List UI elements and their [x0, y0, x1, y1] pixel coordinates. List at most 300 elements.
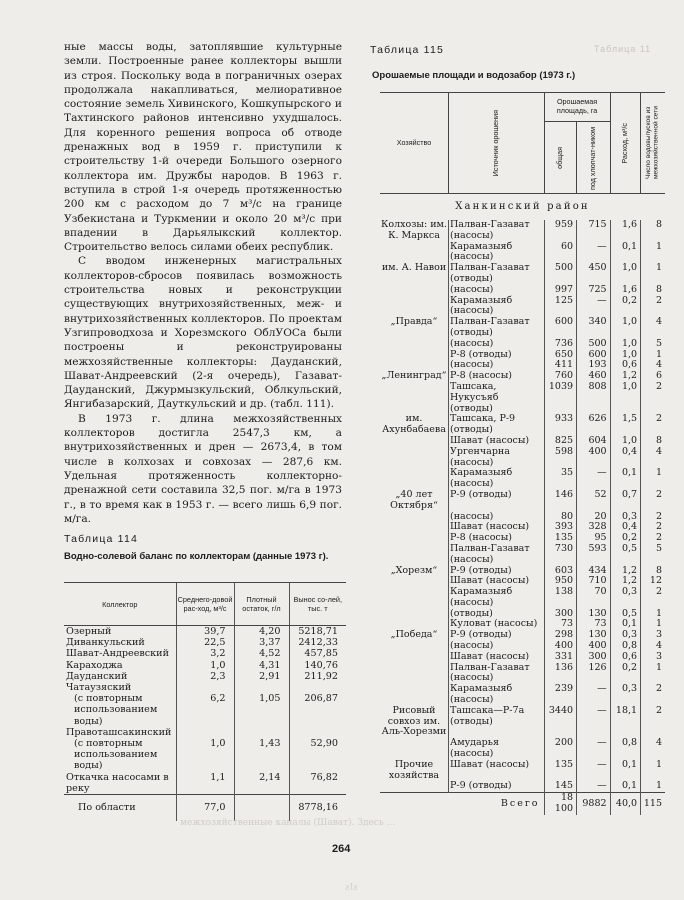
total-value: 9882 [577, 793, 611, 816]
irrigation-source: Палван-Газават (насосы) [449, 663, 545, 685]
irrigation-source: Шават (насосы) [449, 436, 545, 447]
cell-value: 997 [544, 285, 577, 296]
cell-value: 2 [641, 706, 665, 738]
cell-value: 598 [544, 447, 577, 469]
cell-value: — [577, 781, 611, 792]
irrigation-source: Куловат (насосы) [449, 619, 545, 630]
farm-name [380, 641, 449, 652]
farm-name [380, 544, 449, 566]
table-row [380, 468, 665, 490]
table-row [380, 447, 665, 469]
irrigation-source: (насосы) [449, 285, 545, 296]
cell-value: 4 [641, 641, 665, 652]
cell-value: 1 [641, 263, 665, 285]
cell-value: 1 [641, 609, 665, 620]
cell-value: 393 [544, 522, 577, 533]
cell-value: 1,0 [610, 317, 640, 339]
cell-value: 136 [544, 663, 577, 685]
cell-value: 4 [641, 738, 665, 760]
total-label: Всего [449, 793, 545, 816]
cell-value: 0,2 [610, 663, 640, 685]
cell-value: 130 [577, 609, 611, 620]
cell-value: 211,92 [289, 671, 346, 682]
cell-value: 328 [577, 522, 611, 533]
cell-value: — [577, 760, 611, 782]
cell-value: 331 [544, 652, 577, 663]
col-header-farm: Хозяйство [380, 93, 449, 194]
farm-name [380, 533, 449, 544]
cell-value: 73 [577, 619, 611, 630]
cell-value: 130 [577, 630, 611, 641]
cell-value: 8 [641, 220, 665, 242]
cell-value: 2412,33 [289, 637, 346, 648]
cell-value: 138 [544, 587, 577, 609]
row-label: (с повторным использованием воды) [74, 693, 158, 727]
cell-value: 457,85 [289, 648, 346, 659]
farm-name [380, 350, 449, 361]
farm-name [380, 339, 449, 350]
bleed-through-text: Таблица 11 [594, 44, 652, 54]
cell-value: 2 [641, 512, 665, 523]
cell-value: 2 [641, 414, 665, 436]
cell-value: 35 [544, 468, 577, 490]
cell-value: 0,1 [610, 781, 640, 792]
irrigation-source: (насосы) [449, 360, 545, 371]
irrigation-source: (насосы) [449, 641, 545, 652]
total-value: 40,0 [610, 793, 640, 816]
cell-value: 0,1 [610, 242, 640, 264]
row-label: Откачка насосами в реку [66, 771, 169, 794]
cell-value: 140,76 [289, 660, 346, 671]
cell-value: 500 [544, 263, 577, 285]
irrigation-source: Карамазыяб (насосы) [449, 684, 545, 706]
irrigation-source: Р-9 (отводы) [449, 566, 545, 577]
cell-value: 1,2 [610, 371, 640, 382]
cell-value: 825 [544, 436, 577, 447]
irrigation-source: Амударья (насосы) [449, 738, 545, 760]
cell-value: 0,3 [610, 512, 640, 523]
cell-value: 3,2 [176, 648, 234, 659]
cell-value: 725 [577, 285, 611, 296]
cell-value: 0,1 [610, 760, 640, 782]
row-label: Чатаузяский [66, 682, 132, 694]
table-row [380, 587, 665, 609]
irrigation-source: Палван-Газават (отводы) [449, 317, 545, 339]
cell-value: 3 [641, 652, 665, 663]
cell-value: 146 [544, 490, 577, 512]
cell-value: 3 [641, 630, 665, 641]
cell-value: 1,0 [176, 660, 234, 671]
cell-value: 4,31 [234, 660, 289, 671]
cell-value: 80 [544, 512, 577, 523]
table-115-title: Орошаемые площади и водозабор (1973 г.) [372, 70, 576, 81]
cell-value: 1,0 [610, 350, 640, 361]
cell-value: 710 [577, 576, 611, 587]
cell-value: 0,5 [610, 609, 640, 620]
table-115 [380, 92, 665, 815]
page-number: 264 [332, 843, 351, 855]
table-row [380, 382, 665, 414]
irrigation-source: Ташсака, Нукусъяб (отводы) [449, 382, 545, 414]
table-row [380, 490, 665, 512]
cell-value: 22,5 [176, 637, 234, 648]
table-114 [64, 582, 346, 821]
cell-value: 460 [577, 371, 611, 382]
cell-value: 2 [641, 490, 665, 512]
cell-value: 126 [577, 663, 611, 685]
irrigation-source: Ташсака, Р-9 (отводы) [449, 414, 545, 436]
cell-value: 95 [577, 533, 611, 544]
cell-value: 626 [577, 414, 611, 436]
cell-value: — [577, 242, 611, 264]
cell-value: 76,82 [289, 772, 346, 795]
bleed-through-page-number: ƨƖƨ [345, 883, 358, 893]
cell-value: 3440 [544, 706, 577, 738]
farm-name: им. Ахунбабаева [382, 413, 446, 436]
cell-value: 18,1 [610, 706, 640, 738]
cell-value: 52 [577, 490, 611, 512]
irrigation-source: Ташсака—Р-7а (отводы) [449, 706, 545, 738]
table-row [380, 738, 665, 760]
cell-value: 1,5 [610, 414, 640, 436]
table-row [380, 296, 665, 318]
cell-value: 0,7 [610, 490, 640, 512]
cell-value: 0,8 [610, 738, 640, 760]
farm-name: „Ленинград“ [381, 370, 447, 382]
cell-value: 434 [577, 566, 611, 577]
cell-value: 1 [641, 760, 665, 782]
farm-name [380, 652, 449, 663]
cell-value: 145 [544, 781, 577, 792]
farm-name [380, 382, 449, 414]
cell-value: 2 [641, 587, 665, 609]
cell-value: 8 [641, 566, 665, 577]
irrigation-source: Палван-Газават (насосы) [449, 544, 545, 566]
cell-value: 1 [641, 663, 665, 685]
total-value: 77,0 [176, 795, 234, 822]
cell-value: 0,2 [610, 533, 640, 544]
cell-value: 200 [544, 738, 577, 760]
table-row [64, 682, 346, 693]
cell-value: 73 [544, 619, 577, 630]
cell-value: 0,3 [610, 587, 640, 609]
cell-value: 1,43 [234, 738, 289, 772]
irrigation-source: Р-8 (насосы) [449, 371, 545, 382]
table-row [64, 727, 346, 738]
cell-value: 4 [641, 447, 665, 469]
cell-value [234, 727, 289, 738]
farm-name [380, 609, 449, 620]
farm-name [380, 512, 449, 523]
cell-value: 736 [544, 339, 577, 350]
total-value: 18 100 [544, 793, 577, 816]
cell-value: 715 [577, 220, 611, 242]
col-header-collector: Коллектор [64, 583, 176, 626]
cell-value: 593 [577, 544, 611, 566]
table-row [380, 414, 665, 436]
cell-value [234, 682, 289, 693]
cell-value [289, 727, 346, 738]
col-header-area: Орошаемая площадь, га [544, 93, 610, 122]
table-row [380, 706, 665, 738]
cell-value: 1 [641, 350, 665, 361]
paragraph: С вводом инженерных магистральных коллекторов-сбросов появилась возможность строительства новых и реконструкции существующих внутрихозяйственных, меж- и внутрихозяйственных коллекторов. По проектам Узгипроводхоза и Хорезмского ОблУОСа были построены и реконструированы межхозяйственные коллекторы: Дауданский, Шават-Андреевский (2-я очередь), Газават-Дауданский, Джурмызкульский, Облкульский, Янгибазарский, Дауткульский и др. (табл. 111). [64, 255, 342, 411]
row-label: Шават-Андреевский [66, 648, 169, 660]
col-header-area-cotton: под хлопчат-ником [577, 122, 611, 194]
cell-value: 1,2 [610, 566, 640, 577]
row-label: Диванкульский [66, 637, 145, 649]
table-row [380, 339, 665, 350]
cell-value: 1,0 [610, 382, 640, 414]
cell-value: 2,14 [234, 772, 289, 795]
cell-value: 0,5 [610, 544, 640, 566]
table-row [380, 220, 665, 242]
cell-value: 933 [544, 414, 577, 436]
table-row [380, 242, 665, 264]
farm-name [380, 738, 449, 760]
cell-value: 400 [577, 447, 611, 469]
table-row [64, 648, 346, 659]
cell-value: 1,6 [610, 220, 640, 242]
cell-value: 4,20 [234, 626, 289, 638]
cell-value: 1,0 [610, 339, 640, 350]
irrigation-source: Шават (насосы) [449, 576, 545, 587]
col-header-outlets: Число водовыпусков из межхозяйственной сети [641, 93, 665, 194]
irrigation-source: Р-9 (отводы) [449, 630, 545, 641]
bleed-through-text-bottom: межхозяйственные каналы (Шават). Здесь ... [180, 818, 396, 828]
irrigation-source: Карамазыяб (насосы) [449, 296, 545, 318]
cell-value: 206,87 [289, 693, 346, 727]
irrigation-source: (насосы) [449, 339, 545, 350]
cell-value: 400 [577, 641, 611, 652]
farm-name [380, 468, 449, 490]
cell-value [289, 682, 346, 693]
cell-value: 600 [544, 317, 577, 339]
cell-value: 730 [544, 544, 577, 566]
irrigation-source: (отводы) [449, 609, 545, 620]
cell-value: 0,1 [610, 468, 640, 490]
farm-name: „Победа“ [390, 629, 438, 641]
cell-value: 135 [544, 760, 577, 782]
irrigation-source: Карамазыяб (насосы) [449, 242, 545, 264]
cell-value: 125 [544, 296, 577, 318]
table-row [64, 637, 346, 648]
irrigation-source: Палван-Газават (насосы) [449, 220, 545, 242]
total-value [380, 793, 449, 816]
cell-value: 2,91 [234, 671, 289, 682]
irrigation-source: Р-9 (отводы) [449, 490, 545, 512]
col-header-salt: Вынос со-лей, тыс. т [289, 583, 346, 626]
cell-value: — [577, 738, 611, 760]
irrigation-source: Р-9 (отводы) [449, 781, 545, 792]
table-114-title: Водно-солевой баланс по коллекторам (данные 1973 г). [64, 551, 329, 562]
cell-value: 1,0 [610, 436, 640, 447]
cell-value: 600 [577, 350, 611, 361]
farm-name [380, 436, 449, 447]
table-row [64, 671, 346, 682]
farm-name: „40 лет Октября“ [390, 488, 438, 511]
table-row [64, 626, 346, 638]
cell-value: 1,6 [610, 285, 640, 296]
table-row [64, 738, 346, 772]
cell-value: 135 [544, 533, 577, 544]
cell-value: — [577, 706, 611, 738]
cell-value: 8 [641, 285, 665, 296]
cell-value: 500 [577, 339, 611, 350]
cell-value: 0,3 [610, 684, 640, 706]
cell-value: 1 [641, 781, 665, 792]
farm-name [380, 447, 449, 469]
irrigation-source: Р-8 (отводы) [449, 350, 545, 361]
farm-name [380, 684, 449, 706]
table-row [64, 660, 346, 671]
cell-value: 650 [544, 350, 577, 361]
cell-value: 0,6 [610, 652, 640, 663]
cell-value: 0,2 [610, 296, 640, 318]
cell-value: — [577, 296, 611, 318]
cell-value: 4 [641, 317, 665, 339]
table-row [380, 285, 665, 296]
irrigation-source: Шават (насосы) [449, 760, 545, 782]
cell-value: — [577, 468, 611, 490]
cell-value: 39,7 [176, 626, 234, 638]
table-row [64, 772, 346, 795]
cell-value: — [577, 684, 611, 706]
farm-name: им. А. Навои [381, 262, 447, 274]
cell-value: 2,3 [176, 671, 234, 682]
irrigation-source: Шават (насосы) [449, 522, 545, 533]
cell-value: 6,2 [176, 693, 234, 727]
farm-name [380, 522, 449, 533]
col-header-area-total: общая [544, 122, 577, 194]
cell-value [176, 682, 234, 693]
cell-value: 3,37 [234, 637, 289, 648]
farm-name: Колхозы: им. К. Маркса [381, 219, 447, 241]
irrigation-source: (насосы) [449, 512, 545, 523]
farm-name [380, 285, 449, 296]
row-label: Озерный [66, 626, 112, 637]
table-row [380, 684, 665, 706]
cell-value: 1,05 [234, 693, 289, 727]
cell-value [176, 727, 234, 738]
table-row [380, 663, 665, 685]
cell-value: 1,0 [176, 738, 234, 772]
cell-value: 60 [544, 242, 577, 264]
cell-value: 1 [641, 468, 665, 490]
cell-value: 1,2 [610, 576, 640, 587]
cell-value: 300 [577, 652, 611, 663]
body-text-column [64, 40, 342, 526]
irrigation-source: Карамазыяб (насосы) [449, 587, 545, 609]
cell-value: 6 [641, 371, 665, 382]
cell-value: 5 [641, 339, 665, 350]
cell-value: 2 [641, 684, 665, 706]
table-row [380, 317, 665, 339]
farm-name: „Правда“ [390, 316, 438, 328]
cell-value: 4,52 [234, 648, 289, 659]
cell-value: 52,90 [289, 738, 346, 772]
table-row [380, 781, 665, 792]
row-label: Караходжа [66, 659, 123, 671]
paragraph: В 1973 г. длина межхозяйственных коллекторов достигла 2547,3 км, а внутрихозяйственных и дрен — 2673,4, в том числе в колхозах и совхозах — 287,6 км. Удельная протяженность коллекторно-дренажной сети составила 32,5 пог. м/га в 1973 г., в то время как в 1953 г. — всего лишь 6,9 пог. м/га. [64, 412, 342, 525]
paragraph: ные массы воды, затоплявшие культурные земли. Построенные ранее коллекторы вышли из строя. Поскольку вода в пограничных озерах продолжала накапливаться, мелиоративное состояние земель Хивинского, Кошкупырского и Тахтинского районов интенсивно ухудшалось. Для коренного решения вопроса об отводе дренажных вод в 1959 г. приступили к строительству 1-й очереди Большого озерного коллектора им. Дружбы народов. В 1963 г. вступила в строй 1-я очередь протяженностью 200 км с расходом до 7 м³/с на границе Узбекистана и Туркмении и около 20 м³/с при впадении в Дарьялыкский коллектор. Строительство велось силами обеих республик. [64, 41, 342, 254]
farm-name [380, 296, 449, 318]
cell-value: 0,8 [610, 641, 640, 652]
farm-name: Рисовый совхоз им. Аль-Хорезми [381, 704, 447, 738]
farm-name [380, 587, 449, 609]
col-header-source: Источник орошения [449, 93, 545, 194]
total-value: 8778,16 [289, 795, 346, 822]
row-label: (с повторным использованием воды) [74, 738, 158, 772]
cell-value: 8 [641, 436, 665, 447]
cell-value: 603 [544, 566, 577, 577]
cell-value: 1 [641, 619, 665, 630]
cell-value: 12 [641, 576, 665, 587]
col-header-residue: Плотный остаток, г/л [234, 583, 289, 626]
farm-name: „Хорезм“ [390, 564, 438, 576]
cell-value: 2 [641, 296, 665, 318]
cell-value: 70 [577, 587, 611, 609]
farm-name [380, 576, 449, 587]
irrigation-source: Ургенчарна (насосы) [449, 447, 545, 469]
irrigation-source: Палван-Газават (отводы) [449, 263, 545, 285]
cell-value: 298 [544, 630, 577, 641]
cell-value: 0,4 [610, 522, 640, 533]
cell-value: 450 [577, 263, 611, 285]
farm-name [380, 663, 449, 685]
table-115-caption: Таблица 115 [370, 44, 445, 56]
cell-value: 0,6 [610, 360, 640, 371]
table-row [380, 263, 665, 285]
table-114-caption: Таблица 114 [64, 533, 139, 545]
col-header-flow: Расход, м³/с [610, 93, 640, 194]
irrigation-source: Карамазыяб (насосы) [449, 468, 545, 490]
table-row [64, 693, 346, 727]
cell-value: 239 [544, 684, 577, 706]
cell-value: 1,0 [610, 263, 640, 285]
cell-value: 411 [544, 360, 577, 371]
cell-value: 300 [544, 609, 577, 620]
total-label: По области [64, 795, 176, 822]
farm-name [380, 781, 449, 792]
cell-value: 0,1 [610, 619, 640, 630]
cell-value: 400 [544, 641, 577, 652]
total-value: 115 [641, 793, 665, 816]
table-row [380, 544, 665, 566]
cell-value: 340 [577, 317, 611, 339]
table-row [380, 760, 665, 782]
cell-value: 5218,71 [289, 626, 346, 638]
cell-value: 0,4 [610, 447, 640, 469]
farm-name [380, 242, 449, 264]
total-row [380, 793, 665, 816]
farm-name: Прочие хозяйства [388, 758, 440, 781]
cell-value: 1,1 [176, 772, 234, 795]
cell-value: 20 [577, 512, 611, 523]
cell-value: 760 [544, 371, 577, 382]
cell-value: 0,3 [610, 630, 640, 641]
row-label: Дауданский [66, 670, 128, 682]
cell-value: 959 [544, 220, 577, 242]
cell-value: 1 [641, 242, 665, 264]
cell-value: 1039 [544, 382, 577, 414]
col-header-flow: Среднего-довой рас-ход, м³/с [176, 583, 234, 626]
cell-value: 2 [641, 522, 665, 533]
cell-value: 604 [577, 436, 611, 447]
cell-value: 4 [641, 360, 665, 371]
cell-value: 2 [641, 533, 665, 544]
cell-value: 808 [577, 382, 611, 414]
